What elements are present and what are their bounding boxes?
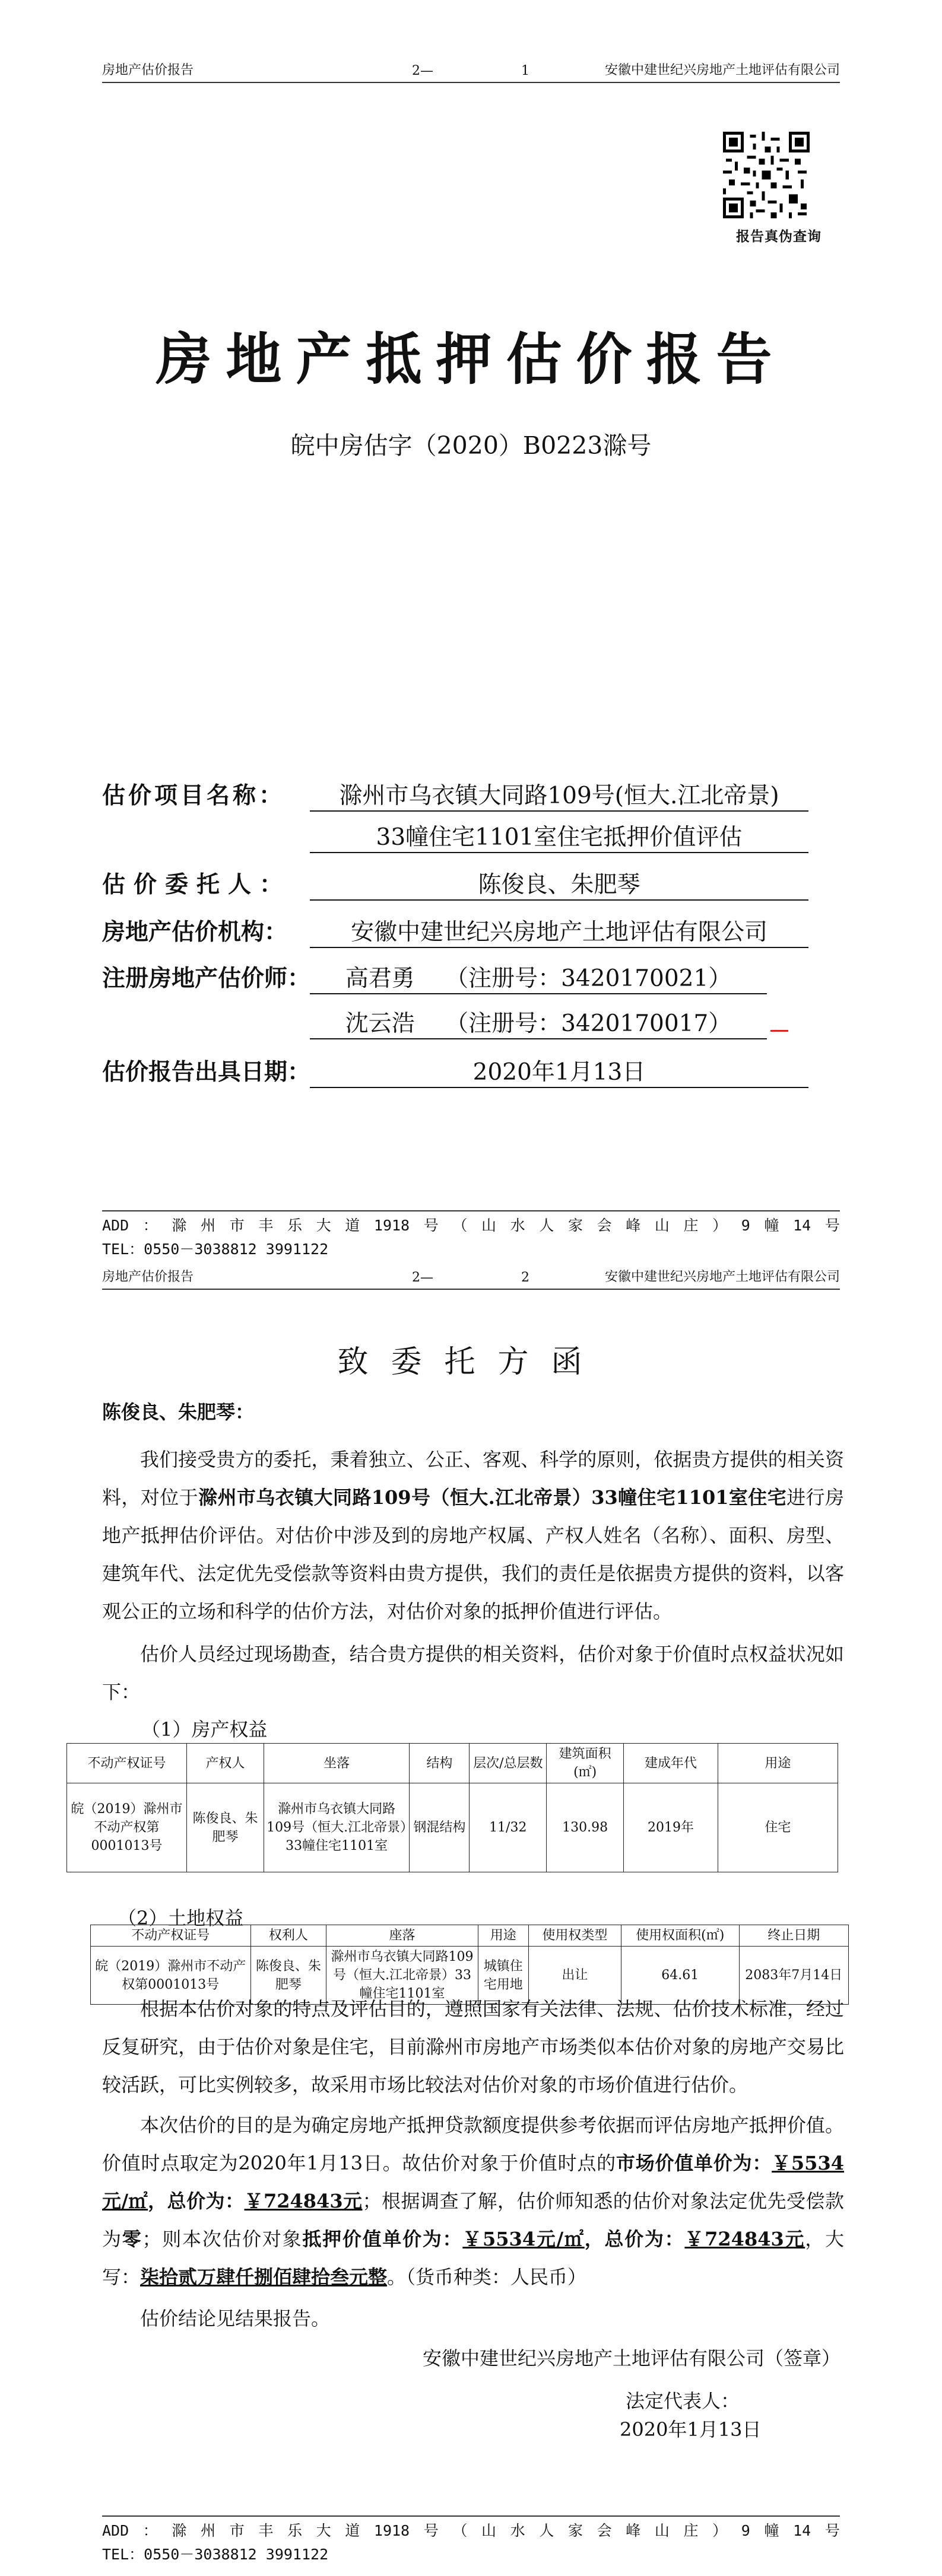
table-header-cell: 用途	[478, 1925, 528, 1947]
footer-address-token: 水	[510, 1217, 525, 1234]
table-row	[67, 1783, 838, 1872]
footer-address-token: 庄	[683, 1217, 699, 1234]
footer-address-token: 峰	[626, 2522, 641, 2539]
footer-address-token: 14	[793, 2522, 811, 2539]
footer-address-token: ：	[142, 1217, 158, 1234]
agency-row	[102, 914, 287, 947]
table-header-cell: 不动产权证号	[91, 1925, 251, 1947]
table-cell: 130.98	[547, 1783, 624, 1872]
header-company: 安徽中建世纪兴房地产土地评估有限公司	[604, 1270, 840, 1284]
table-header-cell: 结构	[410, 1744, 470, 1783]
signature-company: 安徽中建世纪兴房地产土地评估有限公司（签章）	[423, 2347, 841, 2370]
footer-address-token: 乐	[287, 2522, 302, 2539]
qr-caption: 报告真伪查询	[736, 228, 822, 244]
table-cell: 滁州市乌衣镇大同路109号（恒大.江北帝景）33幢住宅1101室	[264, 1783, 409, 1872]
table-header-cell: 用途	[718, 1744, 838, 1783]
footer-address-token: 丰	[258, 2522, 274, 2539]
footer-address-token: 丰	[258, 1217, 274, 1234]
table-cell: 64.61	[621, 1947, 739, 2005]
date-value: 2020年1月13日	[310, 1054, 808, 1088]
page-footer	[102, 2515, 840, 2567]
table-cell: 11/32	[470, 1783, 547, 1872]
footer-address-token: 会	[597, 1217, 612, 1234]
footer-address-token: （	[452, 2522, 468, 2539]
signature-representative: 法定代表人：	[626, 2390, 740, 2412]
footer-address-token: 大	[316, 2522, 331, 2539]
header-company: 安徽中建世纪兴房地产土地评估有限公司	[604, 63, 840, 78]
table-cell: 城镇住宅用地	[478, 1947, 528, 2005]
page-header	[102, 1265, 840, 1290]
letter-paragraph-4: 本次估价的目的是为确定房地产抵押贷款额度提供参考依据而评估房地产抵押价值。价值时点取定为2020年1月13日。故估价对象于价值时点的市场价值单价为：￥5534元/㎡，总价为：￥724843元；根据调查了解，估价师知悉的估价对象法定优先受偿款为零；则本次估价对象抵押价值单价为：￥5534元/㎡，总价为：￥724843元，大写：柒拾贰万肆仟捌佰肆拾叁元整。（货币种类：人民币）	[102, 2114, 844, 2288]
footer-address-token: 幢	[764, 2522, 779, 2539]
footer-address-token: 1918	[373, 2522, 410, 2539]
table-cell: 钢混结构	[410, 1783, 470, 1872]
footer-address-token: 幢	[764, 1217, 779, 1234]
letter-paragraph-5: 估价结论见结果报告。	[140, 2307, 331, 2330]
table-header-cell: 建筑面积(㎡)	[547, 1744, 624, 1783]
letter-paragraph-3: 根据本估价对象的特点及评估目的，遵照国家有关法律、法规、估价技术标准，经过反复研究，由于估价对象是住宅，目前滁州市房地产市场类似本估价对象的房地产交易比较活跃，可比实例较多，故采用市场比较法对估价对象的市场价值进行估价。	[102, 1998, 844, 2096]
footer-address-token: 大	[316, 1217, 331, 1234]
report-cover-page	[0, 0, 942, 1264]
table-cell: 2083年7月14日	[739, 1947, 848, 2005]
agency-value: 安徽中建世纪兴房地产土地评估有限公司	[310, 914, 808, 948]
appraiser-row	[102, 960, 310, 993]
table2-caption: （2）土地权益	[118, 1907, 244, 1929]
table-cell: 陈俊良、朱肥琴	[187, 1783, 264, 1872]
table-header-cell: 使用权类型	[528, 1925, 621, 1947]
table-header-cell: 产权人	[187, 1744, 264, 1783]
qr-code-icon[interactable]	[723, 132, 810, 218]
table1-caption: （1）房产权益	[141, 1718, 268, 1741]
header-title: 房地产估价报告	[102, 63, 194, 78]
table-cell: 住宅	[718, 1783, 838, 1872]
project-name-label: 估价项目名称：	[102, 782, 286, 809]
footer-address-token: （	[452, 1217, 468, 1234]
letter-paragraph-1: 我们接受贵方的委托，秉着独立、公正、客观、科学的原则，依据贵方提供的相关资料，对位于滁州市乌衣镇大同路109号（恒大.江北帝景）33幢住宅1101室住宅进行房地产抵押估价评估。对估价中涉及到的房地产权属、产权人姓名（名称）、面积、房型、建筑年代、法定优先受偿款等资料由贵方提供，我们的责任是依据贵方提供的资料，以客观公正的立场和科学的估价方法，对估价对象的抵押价值进行评估。	[102, 1448, 844, 1623]
table-header-cell: 不动产权证号	[67, 1744, 187, 1783]
footer-address-token: 家	[567, 2522, 583, 2539]
footer-address-token: ）	[712, 1217, 728, 1234]
date-label: 估价报告出具日期：	[102, 1058, 311, 1086]
commission-letter-page	[0, 1264, 942, 2576]
table-header-cell: 座落	[326, 1925, 478, 1947]
footer-address-token: 山	[481, 2522, 497, 2539]
footer-address	[102, 2515, 840, 2543]
table-cell: 陈俊良、朱肥琴	[250, 1947, 326, 2005]
project-name-row	[102, 777, 285, 810]
table-header-cell: 坐落	[264, 1744, 409, 1783]
appraiser-2: 沈云浩 （注册号：3420170017）	[310, 1005, 767, 1039]
footer-address-token: 乐	[287, 1217, 302, 1234]
property-rights-table	[66, 1743, 838, 1872]
page-header	[102, 58, 840, 83]
table-header-cell: 层次/总层数	[470, 1744, 547, 1783]
letter-title: 致委托方函	[337, 1344, 605, 1380]
letter-paragraph-2: 估价人员经过现场勘查，结合贵方提供的相关资料，估价对象于价值时点权益状况如下：	[102, 1643, 844, 1703]
header-page-marker: 2— 2	[412, 1270, 529, 1285]
table-cell: 皖（2019）滁州市不动产权第0001013号	[67, 1783, 187, 1872]
footer-address-token: 14	[793, 1217, 811, 1234]
footer-address-token: ADD	[102, 2522, 129, 2539]
table-cell: 出让	[528, 1947, 621, 2005]
table-cell: 滁州市乌衣镇大同路109号（恒大.江北帝景）33幢住宅1101室	[326, 1947, 478, 2005]
client-row	[102, 866, 291, 899]
footer-address-token: ：	[142, 2522, 158, 2539]
footer-address-token: ADD	[102, 1217, 129, 1234]
footer-address-token: 9	[741, 1217, 750, 1234]
page-footer	[102, 1210, 840, 1261]
table-header-cell: 终止日期	[739, 1925, 848, 1947]
footer-address-token: 家	[567, 1217, 583, 1234]
footer-tel: TEL：0550－3038812 3991122	[102, 1241, 329, 1258]
agency-label: 房地产估价机构：	[102, 918, 288, 946]
footer-address	[102, 1210, 840, 1238]
footer-address-token: 会	[597, 2522, 612, 2539]
table-cell: 2019年	[624, 1783, 718, 1872]
project-name-line2: 33幢住宅1101室住宅抵押价值评估	[310, 819, 808, 853]
footer-address-token: 号	[423, 2522, 439, 2539]
client-label: 估价委托人：	[102, 871, 291, 898]
footer-address-token: 号	[824, 1217, 840, 1234]
appraiser-1: 高君勇 （注册号：3420170021）	[310, 960, 767, 994]
table-cell: 皖（2019）滁州市不动产权第0001013号	[91, 1947, 251, 2005]
footer-address-token: 号	[824, 2522, 840, 2539]
client-value: 陈俊良、朱肥琴	[310, 866, 808, 901]
footer-address-token: 山	[654, 2522, 670, 2539]
footer-address-token: 市	[229, 1217, 245, 1234]
footer-address-token: 滁	[172, 2522, 187, 2539]
footer-address-token: 1918	[373, 1217, 410, 1234]
appraiser-label: 注册房地产估价师：	[102, 965, 311, 992]
footer-address-token: 市	[229, 2522, 245, 2539]
table-header-cell: 建成年代	[624, 1744, 718, 1783]
footer-address-token: 峰	[626, 1217, 641, 1234]
table-header-row	[67, 1744, 838, 1783]
footer-address-token: 水	[510, 2522, 525, 2539]
document-number: 皖中房估字（2020）B0223滁号	[290, 431, 652, 460]
footer-address-token: 山	[654, 1217, 670, 1234]
letter-addressee: 陈俊良、朱肥琴：	[102, 1401, 255, 1423]
footer-address-token: 9	[741, 2522, 750, 2539]
footer-address-token: 人	[539, 2522, 554, 2539]
header-page-marker: 2— 1	[412, 63, 529, 78]
report-title: 房地产抵押估价报告	[156, 327, 786, 392]
footer-address-token: 山	[481, 1217, 497, 1234]
table-header-row	[91, 1925, 849, 1947]
table-header-cell: 使用权面积(㎡)	[621, 1925, 739, 1947]
date-row	[102, 1054, 310, 1087]
red-mark	[770, 1030, 788, 1032]
header-title: 房地产估价报告	[102, 1270, 194, 1284]
footer-address-token: 道	[345, 1217, 360, 1234]
footer-address-token: ）	[712, 2522, 728, 2539]
signature-date: 2020年1月13日	[620, 2418, 762, 2441]
footer-address-token: 滁	[172, 1217, 187, 1234]
footer-address-token: 人	[539, 1217, 554, 1234]
footer-address-token: 庄	[683, 2522, 699, 2539]
footer-address-token: 号	[423, 1217, 439, 1234]
project-name-line1: 滁州市乌衣镇大同路109号(恒大.江北帝景)	[310, 777, 808, 812]
footer-address-token: 州	[201, 2522, 216, 2539]
footer-address-token: 州	[201, 1217, 216, 1234]
footer-address-token: 道	[345, 2522, 360, 2539]
footer-tel: TEL：0550－3038812 3991122	[102, 2546, 329, 2563]
table-header-cell: 权利人	[250, 1925, 326, 1947]
